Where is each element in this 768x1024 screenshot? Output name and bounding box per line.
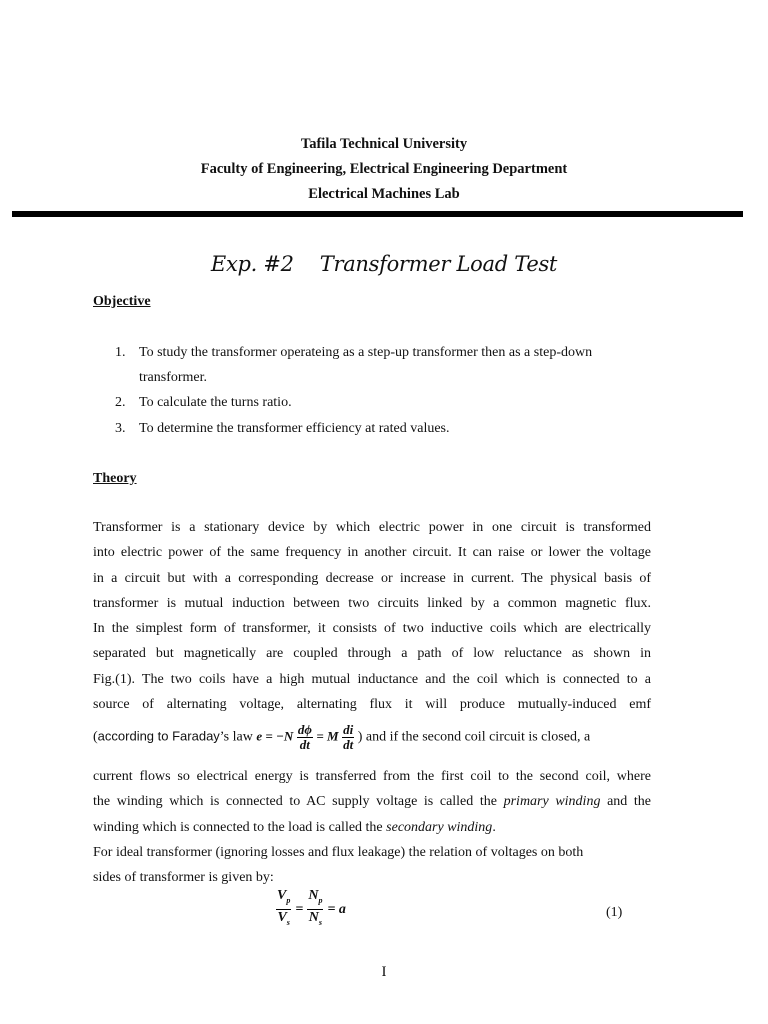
paragraph-line: into electric power of the same frequency in another circuit. It can raise or lower the voltage (93, 545, 651, 561)
paragraph-line: source of alternating voltage, alternating flux it will produce mutually-induced emf (93, 697, 651, 713)
objective-item-text: To determine the transformer efficiency at rated values. (139, 421, 450, 436)
paragraph-line: in a circuit but with a corresponding decrease or increase in current. The physical basis of (93, 570, 651, 586)
objective-heading: Objective (93, 294, 151, 309)
faraday-equation-mid: = M (316, 728, 339, 744)
objective-item-text: To study the transformer operateing as a step-up transformer then as a step-down (139, 345, 593, 360)
experiment-title (0, 252, 768, 276)
secondary-winding-line: winding which is connected to the load is called the secondary winding. (93, 819, 496, 835)
voltage-fraction: $\frac{V_p}{V_s}$ (277, 888, 291, 927)
theory-heading: Theory (93, 471, 137, 486)
university-name: Tafila Technical University (300, 136, 468, 152)
paragraph-line: transformer is mutual induction between two circuits linked by a common magnetic flux. (93, 595, 651, 611)
paragraph-line: Fig.(1). The two coils have a high mutual inductance and the coil which is connected to a (93, 671, 651, 687)
faraday-fraction-dphi-dt: $\frac{d\phi}{dt}$ (297, 722, 312, 752)
objective-item-text-continued: transformer. (139, 370, 208, 385)
equation-label: (1) (606, 905, 623, 920)
paragraph-line: current flows so electrical energy is transferred from the first coil to the second coil, where (93, 769, 651, 784)
faraday-law-text: according to Faraday (97, 728, 220, 744)
turns-fraction: $\frac{N_p}{N_s}$ (308, 888, 323, 927)
experiment-name: Transformer Load Test (319, 252, 558, 276)
primary-winding-line: the winding which is connected to AC supply voltage is called the primary winding and the (93, 794, 651, 810)
paragraph-line: Transformer is a stationary device by which electric power in one circuit is transformed (93, 520, 651, 535)
paragraph-line: separated but magnetically are coupled through a path of low reluctance as shown in (93, 646, 651, 662)
header-divider (12, 211, 743, 217)
faraday-after-text: ) and if the second coil circuit is closed, a (357, 729, 591, 745)
lab-name: Electrical Machines Lab (308, 186, 460, 202)
paragraph-line: sides of transformer is given by: (93, 870, 274, 886)
secondary-winding-term: secondary winding (386, 819, 493, 835)
voltage-ratio-equation: $\frac{V_p}{V_s}$ = $\frac{N_p}{N_s}$ = a (276, 888, 346, 931)
faraday-fraction-di-dt: $\frac{di}{dt}$ (343, 722, 354, 752)
faraday-law-line: (according to Faraday’s law e = −N $\frac{d\phi}{dt}$ = M $\frac{di}{dt}$ ) and if the second coil circuit is closed, a (93, 722, 591, 752)
turns-ratio-a: = a (327, 901, 346, 917)
page-number: I (381, 964, 387, 980)
faculty-name: Faculty of Engineering, Electrical Engineering Department (200, 161, 568, 177)
objective-item-number: 3. (115, 421, 126, 436)
theory-paragraph-continued (93, 764, 651, 890)
objective-item-text: To calculate the turns ratio. (139, 395, 292, 410)
experiment-number: Exp. #2 (210, 252, 294, 276)
faraday-equation-lhs: e = −N (256, 728, 294, 744)
objective-item-number: 2. (115, 395, 126, 410)
paragraph-line: For ideal transformer (ignoring losses and flux leakage) the relation of voltages on both (93, 844, 584, 860)
primary-winding-term: primary winding (503, 794, 601, 810)
paragraph-line: In the simplest form of transformer, it consists of two inductive coils which are electrically (93, 621, 651, 637)
theory-paragraph (93, 515, 651, 717)
objective-item-number: 1. (115, 345, 126, 360)
